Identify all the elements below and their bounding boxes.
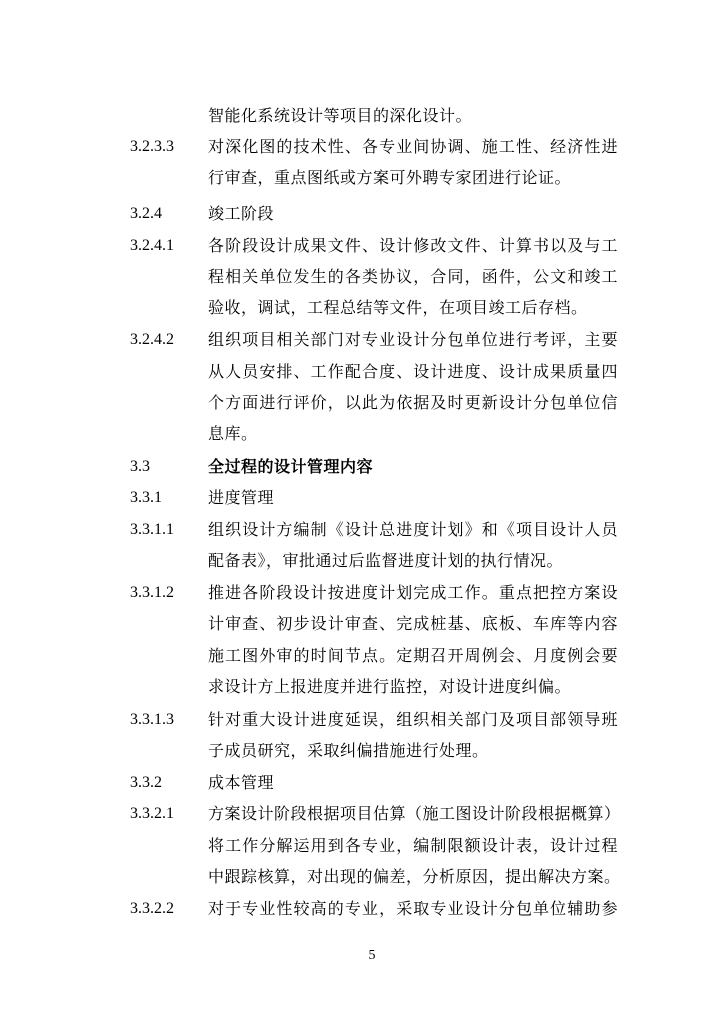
- section-number: 3.3.1.3: [130, 711, 174, 728]
- paragraph-line: 智能化系统设计等项目的深化设计。: [208, 106, 473, 125]
- paragraph-line: 计审查、初步设计审查、完成桩基、底板、车库等内容: [208, 614, 618, 633]
- section-number: 3.3.1.1: [130, 521, 174, 538]
- section-number: 3.2.4.1: [130, 237, 174, 254]
- page-number: 5: [368, 948, 376, 963]
- paragraph-line: 从人员安排、工作配合度、设计进度、设计成果质量四: [208, 362, 618, 381]
- section-number: 3.3.2.1: [130, 805, 174, 822]
- section-number: 3.2.3.3: [130, 138, 174, 155]
- paragraph-line: 针对重大设计进度延误，组织相关部门及项目部领导班: [208, 710, 618, 729]
- paragraph-line: 推进各阶段设计按进度计划完成工作。重点把控方案设: [208, 583, 618, 602]
- paragraph-line: 各阶段设计成果文件、设计修改文件、计算书以及与工: [208, 236, 618, 255]
- paragraph-line: 子成员研究，采取纠偏措施进行处理。: [208, 741, 489, 760]
- section-number: 3.3: [130, 458, 150, 475]
- paragraph-line: 方案设计阶段根据项目估算（施工图设计阶段根据概算）: [208, 804, 621, 823]
- paragraph-line: 验收，调试，工程总结等文件，在项目竣工后存档。: [208, 298, 588, 317]
- paragraph-line: 施工图外审的时间节点。定期召开周例会、月度例会要: [208, 646, 618, 665]
- section-title: 进度管理: [208, 488, 275, 507]
- paragraph-line: 个方面进行评价，以此为依据及时更新设计分包单位信: [208, 393, 618, 412]
- paragraph-line: 将工作分解运用到各专业，编制限额设计表，设计过程: [208, 836, 618, 855]
- section-title: 成本管理: [208, 773, 275, 792]
- section-number: 3.2.4.2: [130, 331, 174, 348]
- section-number: 3.3.1.2: [130, 584, 174, 601]
- paragraph-line: 程相关单位发生的各类协议，合同，函件，公文和竣工: [208, 267, 618, 286]
- paragraph-line: 配备表》，审批通过后监督进度计划的执行情况。: [208, 551, 564, 570]
- section-title: 竣工阶段: [208, 204, 275, 223]
- paragraph-line: 中跟踪核算，对出现的偏差，分析原因，提出解决方案。: [208, 867, 621, 886]
- paragraph-line: 组织设计方编制《设计总进度计划》和《项目设计人员: [208, 520, 618, 539]
- paragraph-line: 组织项目相关部门对专业设计分包单位进行考评，主要: [208, 330, 618, 349]
- paragraph-line: 息库。: [208, 424, 258, 443]
- section-number: 3.2.4: [130, 205, 162, 222]
- paragraph-line: 行审查，重点图纸或方案可外聘专家团进行论证。: [208, 168, 572, 187]
- paragraph-line: 求设计方上报进度并进行监控，对设计进度纠偏。: [208, 677, 572, 696]
- section-number: 3.3.1: [130, 489, 162, 506]
- paragraph-line: 对深化图的技术性、各专业间协调、施工性、经济性进: [208, 137, 618, 156]
- section-number: 3.3.2: [130, 774, 162, 791]
- paragraph-line: 对于专业性较高的专业，采取专业设计分包单位辅助参: [208, 899, 618, 918]
- section-heading: 全过程的设计管理内容: [208, 457, 374, 476]
- section-number: 3.3.2.2: [130, 900, 174, 917]
